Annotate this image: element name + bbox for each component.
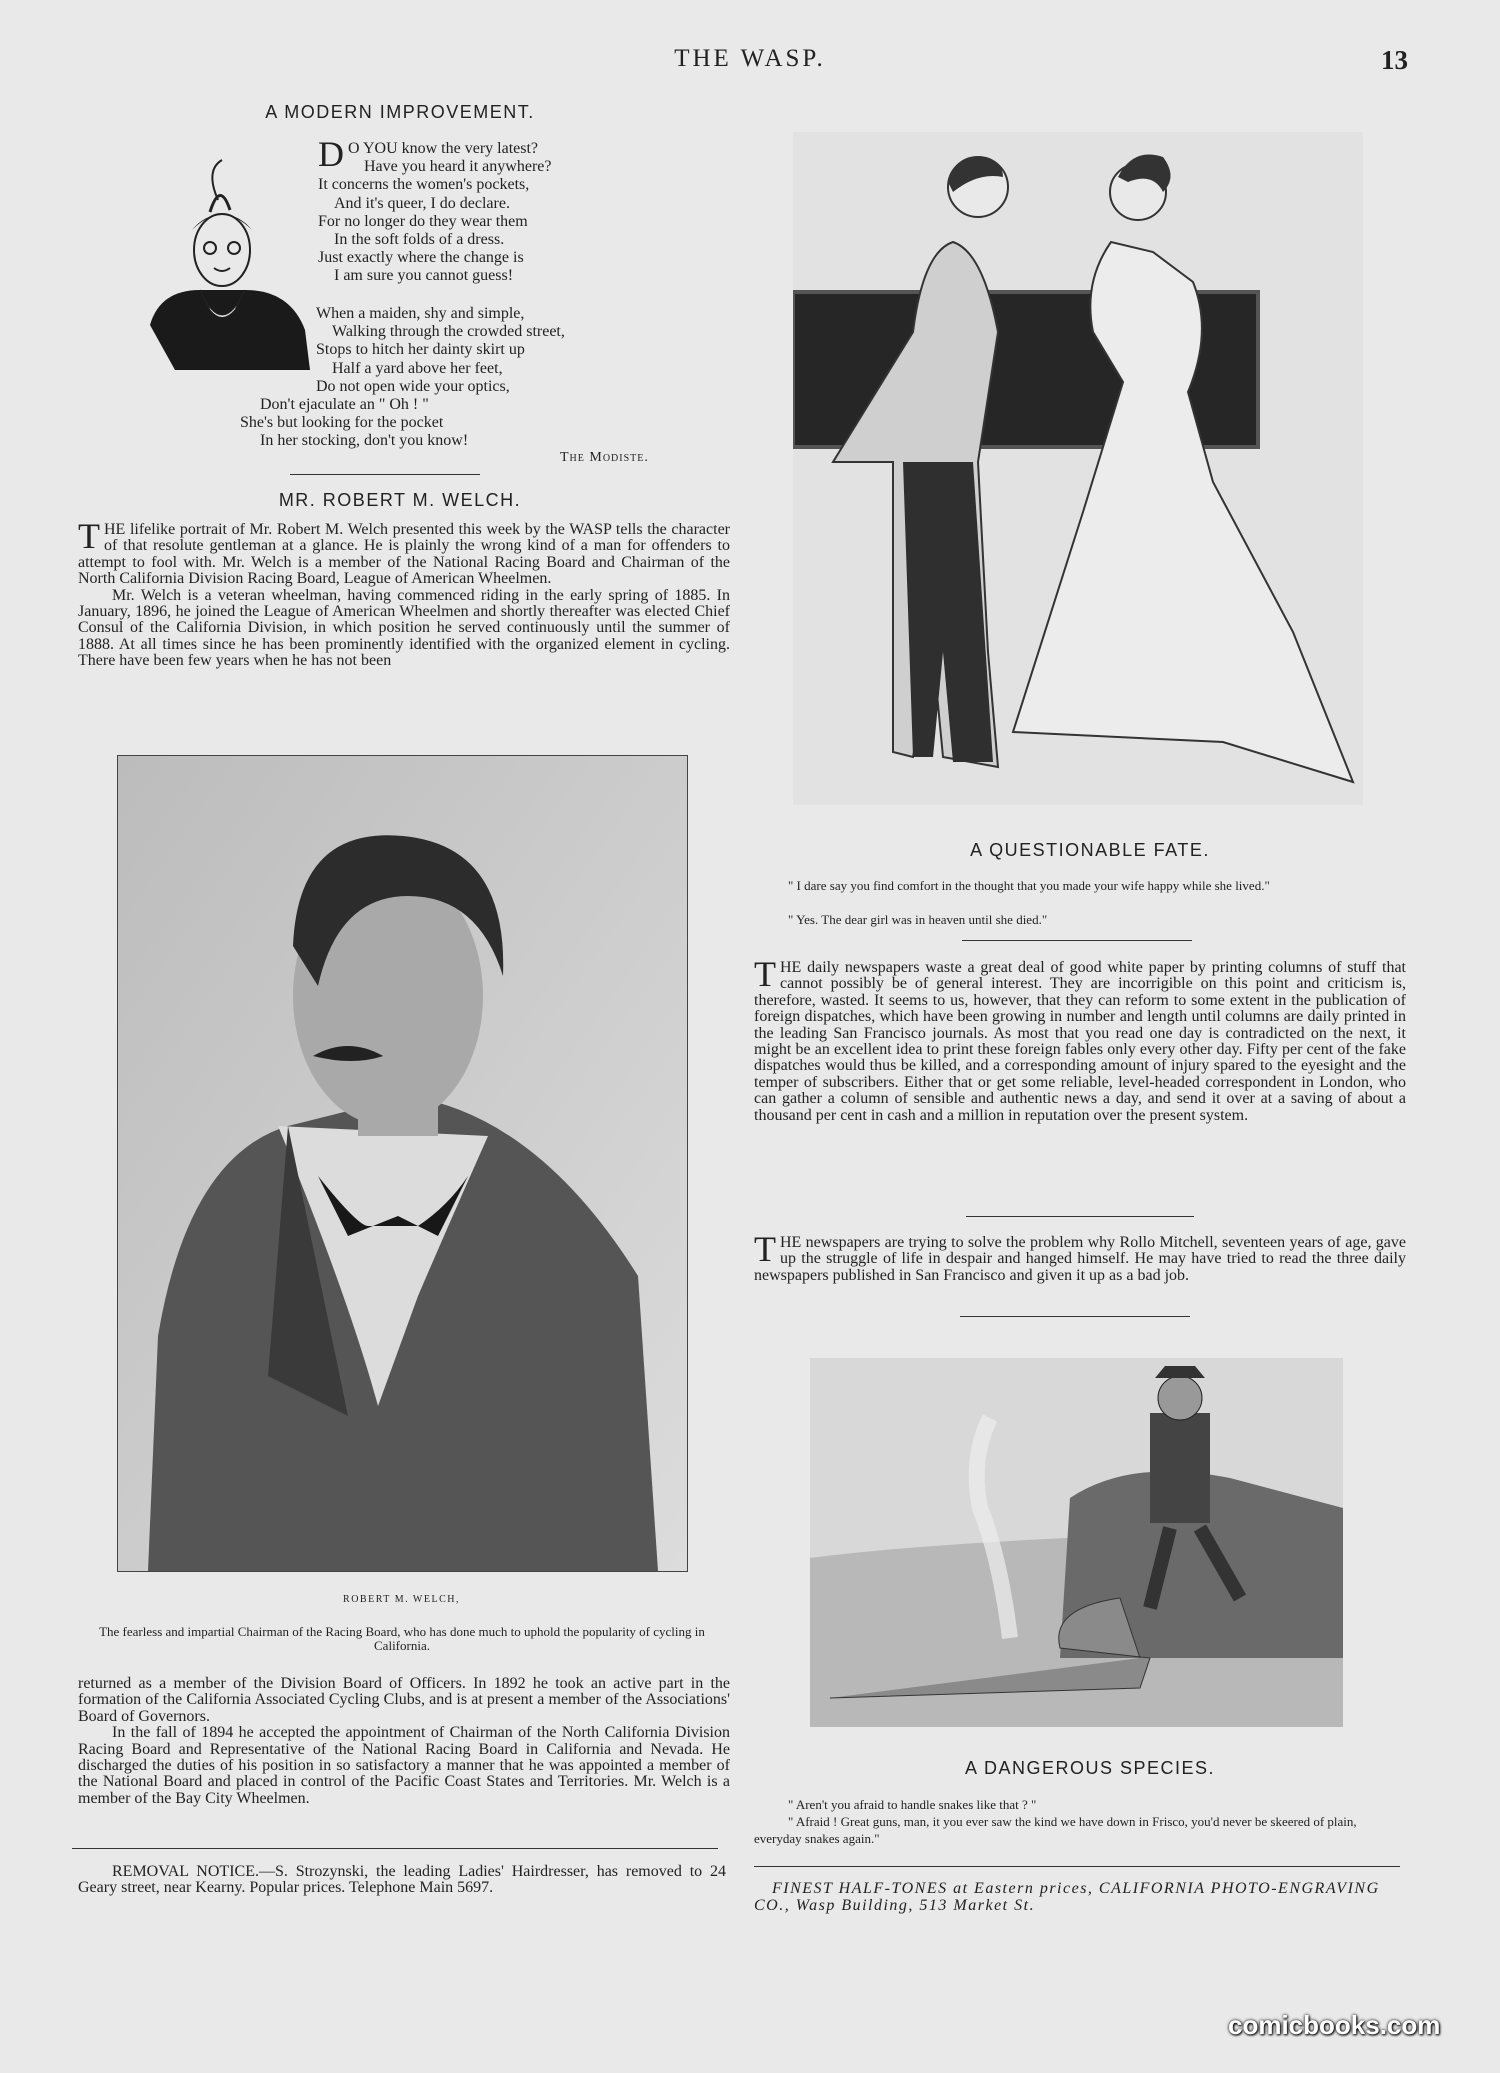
poem-line: And it's queer, I do declare. xyxy=(334,194,510,212)
photo-engraving-advertisement: FINEST HALF-TONES at Eastern prices, CALIFORNIA PHOTO-ENGRAVING CO., Wasp Building, 513 Market St. xyxy=(754,1880,1380,1914)
poem-line: I am sure you cannot guess! xyxy=(334,267,514,285)
divider xyxy=(960,1316,1190,1317)
divider xyxy=(72,1848,718,1849)
couple-illustration xyxy=(793,132,1363,805)
modern-improvement-poem xyxy=(318,134,678,286)
photo-caption-name: ROBERT M. WELCH, xyxy=(343,1594,460,1605)
welch-portrait-photo xyxy=(117,755,688,1572)
welch-paragraph-1: HE lifelike portrait of Mr. Robert M. Welch presented this week by the WASP tells the character of that resolute gentleman at a glance. He is plainly the wrong kind of a man for offenders to attempt to fool with. Mr. Welch is a member of the National Racing Board and Chairman of the North California Division Racing Board, League of American Wheelmen. xyxy=(78,521,730,588)
editorial-text: HE daily newspapers waste a great deal of good white paper by printing columns of stuff that cannot possibly be of general interest. They are incorrigible on this point and criticism is, therefore, wasted. It seems to us, however, that they can reform to some extent in the publication of foreign dispatches, which have been growing in number and length until columns are daily printed in the leading San Francisco journals. As most that you read one day is contradicted on the next, it might be an excellent idea to print these foreign fables only every other day. Fifty per cent of the fake dispatches would thus be killed, and a corresponding amount of injury spared to the eyesight and the temper of subscribers. Either that or get some reliable, level-headed correspondent in London, who can gather a column of sensible and authentic news a day, and send it over at a saving of about a thousand per cent in cash and a million in reputation over the present system. xyxy=(754,959,1406,1124)
divider xyxy=(290,474,480,475)
welch-article-part-1 xyxy=(78,516,730,670)
rollo-mitchell-item xyxy=(754,1229,1406,1284)
rollo-dropcap: T xyxy=(754,1229,776,1269)
page-number: 13 xyxy=(1381,45,1408,75)
poem-signature: The Modiste. xyxy=(560,450,649,465)
poem-line: Stops to hitch her dainty skirt up xyxy=(316,341,525,359)
newspapers-editorial xyxy=(754,954,1406,1124)
rollo-text: HE newspapers are trying to solve the problem why Rollo Mitchell, seventeen years of age, gave up the struggle of life in despair and hanged himself. He may have tried to read the three daily newspapers published in San Francisco and given it up as a bad job. xyxy=(754,1234,1406,1284)
photo-caption: The fearless and impartial Chairman of the Racing Board, who has done much to uphold the popularity of cycling in California. xyxy=(99,1624,705,1653)
poem-line: Walking through the crowded street, xyxy=(332,323,565,341)
poem-line: It concerns the women's pockets, xyxy=(318,176,530,194)
poem-line: For no longer do they wear them xyxy=(318,212,528,230)
welch-dropcap: T xyxy=(78,516,100,556)
editorial-dropcap: T xyxy=(754,954,776,994)
snake-handler-illustration xyxy=(810,1358,1343,1727)
divider xyxy=(966,1216,1194,1217)
welch-paragraph-4: In the fall of 1894 he accepted the appointment of Chairman of the North California Division Racing Board and Representative of the National Racing Board in California and Nevada. He discharged the duties of his position in so satisfactory a manner that he was appointed a member of the National Board and placed in control of the Pacific Coast States and Territories. Mr. Welch is a member of the Bay City Wheelmen. xyxy=(78,1724,730,1807)
welch-article-part-2 xyxy=(78,1676,730,1807)
poem-line: In her stocking, don't you know! xyxy=(260,432,469,450)
poem-line: She's but looking for the pocket xyxy=(240,414,444,432)
welch-paragraph-2: Mr. Welch is a veteran wheelman, having commenced riding in the early spring of 1885. In January, 1896, he joined the League of American Wheelmen and shortly thereafter was elected Chief Consul of the California Division, in which position he served continuously until the summer of 1888. At all times since he has been prominently identified with the organized element in cycling. There have been few years when he has not been xyxy=(78,586,730,670)
poem-line: In the soft folds of a dress. xyxy=(334,231,505,249)
watermark: comicbooks.com xyxy=(1228,2010,1441,2040)
modern-improvement-poem-stanza-2 xyxy=(240,305,680,451)
dangerous-species-line-1: " Aren't you afraid to handle snakes like that ? " xyxy=(788,1797,1037,1812)
poem-line: When a maiden, shy and simple, xyxy=(316,305,525,322)
poem-line: O YOU know the very latest? xyxy=(348,140,539,157)
dangerous-species-line-2: " Afraid ! Great guns, man, it you ever saw the kind we have down in Frisco, you'd never be skeered of plain, everyday snakes again." xyxy=(754,1814,1357,1846)
dangerous-species-title: A DANGEROUS SPECIES. xyxy=(964,1758,1216,1778)
welch-paragraph-3: returned as a member of the Division Board of Officers. In 1892 he took an active part in the formation of the California Associated Cycling Clubs, and is at present a member of the Associations' Board of Governors. xyxy=(78,1675,730,1725)
divider xyxy=(962,940,1192,941)
questionable-fate-line-1: " I dare say you find comfort in the thought that you made your wife happy while she lived." xyxy=(788,878,1270,893)
removal-notice: REMOVAL NOTICE.—S. Strozynski, the leading Ladies' Hairdresser, has removed to 24 Geary street, near Kearny. Popular prices. Telephone Main 5697. xyxy=(78,1863,726,1897)
divider xyxy=(754,1866,1400,1867)
running-head: THE WASP. xyxy=(674,45,826,72)
poem-line: Do not open wide your optics, xyxy=(316,377,510,395)
questionable-fate-title: A QUESTIONABLE FATE. xyxy=(970,840,1210,860)
poem-dropcap: D xyxy=(318,134,344,174)
poem-line: Half a yard above her feet, xyxy=(332,359,503,377)
poem-line: Have you heard it anywhere? xyxy=(364,158,552,176)
poem-line: Just exactly where the change is xyxy=(318,249,524,267)
welch-title: MR. ROBERT M. WELCH. xyxy=(278,490,522,510)
questionable-fate-line-2: " Yes. The dear girl was in heaven until she died." xyxy=(788,912,1048,927)
poem-line: Don't ejaculate an " Oh ! " xyxy=(260,396,429,414)
modern-improvement-title: A MODERN IMPROVEMENT. xyxy=(265,102,535,122)
